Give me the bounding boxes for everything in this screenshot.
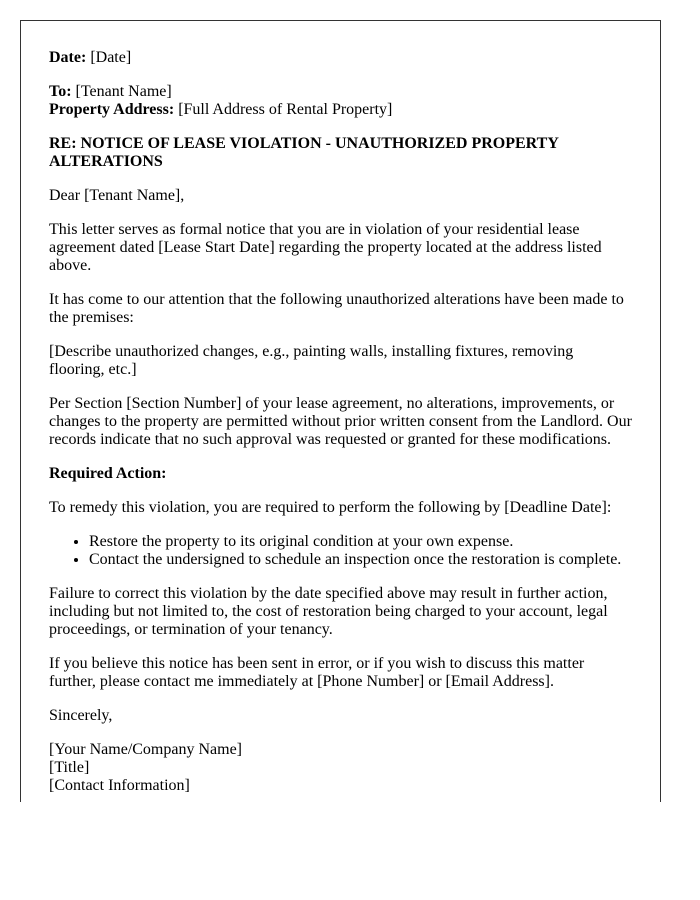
recipient-block xyxy=(49,83,632,119)
policy-paragraph: Per Section [Section Number] of your lease agreement, no alterations, improvements, or changes to the property are permitted without prior written consent from the Landlord. Our records indicate that no such approval was requested or granted for these modifications. xyxy=(49,395,632,448)
date-value: [Date] xyxy=(86,49,132,66)
consequences-paragraph: Failure to correct this violation by the date specified above may result in further action, including but not limited to, the cost of restoration being charged to your account, legal proceedings, or termination of your tenancy. xyxy=(49,585,608,638)
subject-line: RE: NOTICE OF LEASE VIOLATION - UNAUTHORIZED PROPERTY ALTERATIONS xyxy=(49,135,559,170)
signature-contact-info: [Contact Information] xyxy=(49,777,190,794)
date-line xyxy=(49,49,632,67)
required-action-list xyxy=(49,533,632,569)
intro-paragraph: This letter serves as formal notice that you are in violation of your residential lease agreement dated [Lease Start Date] regarding the property located at the address listed above. xyxy=(49,221,602,274)
contact-paragraph: If you believe this notice has been sent in error, or if you wish to discuss this matter further, please contact me immediately at [Phone Number] or [Email Address]. xyxy=(49,655,585,690)
required-action-item: • Restore the property to its original condition at your own expense. xyxy=(89,533,632,551)
signature-title: [Title] xyxy=(49,759,90,776)
to-value: [Tenant Name] xyxy=(71,83,172,100)
closing: Sincerely, xyxy=(49,707,113,724)
to-label: To: xyxy=(49,83,72,100)
attention-paragraph: It has come to our attention that the following unauthorized alterations have been made to the premises: xyxy=(49,291,624,326)
required-action-heading: Required Action: xyxy=(49,465,167,482)
signature-name: [Your Name/Company Name] xyxy=(49,741,243,758)
salutation: Dear [Tenant Name], xyxy=(49,187,185,204)
required-action-intro: To remedy this violation, you are required to perform the following by [Deadline Date]: xyxy=(49,499,612,516)
signature-block xyxy=(49,741,632,795)
lease-violation-letter xyxy=(20,20,661,802)
property-address-value: [Full Address of Rental Property] xyxy=(174,101,393,118)
date-label: Date: xyxy=(49,49,87,66)
property-address-label: Property Address: xyxy=(49,101,175,118)
alterations-description: [Describe unauthorized changes, e.g., painting walls, installing fixtures, removing flooring, etc.] xyxy=(49,343,574,378)
required-action-item: • Contact the undersigned to schedule an inspection once the restoration is complete. xyxy=(89,551,632,569)
